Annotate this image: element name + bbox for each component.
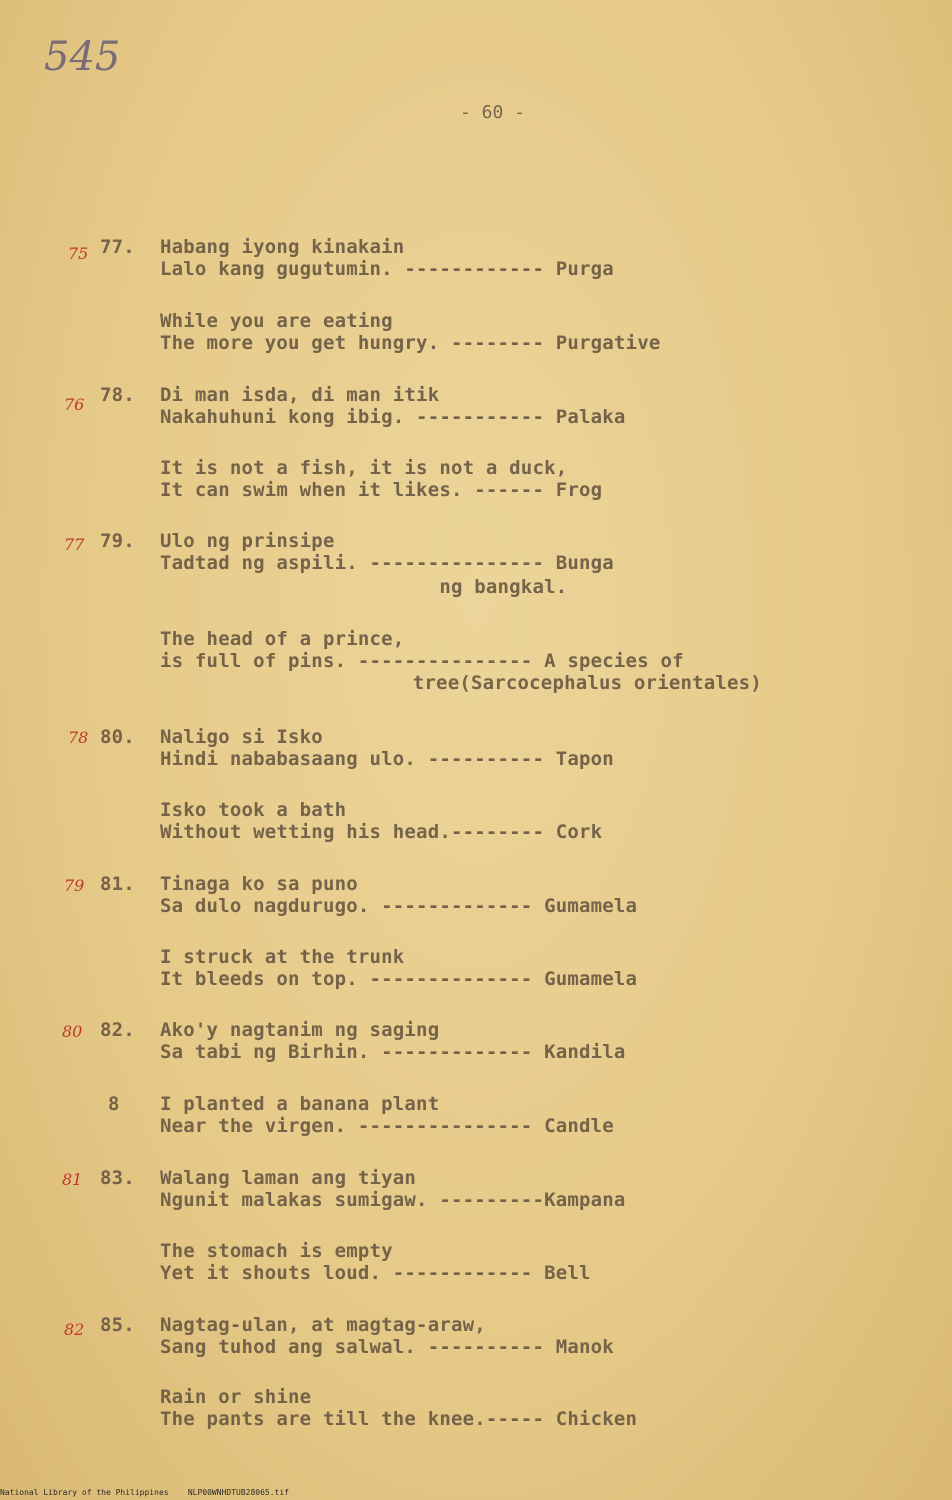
riddle-line: Ngunit malakas sumigaw. ---------Kampana — [160, 1189, 626, 1211]
riddle-line: Ako'y nagtanim ng saging — [160, 1019, 440, 1041]
translation-line: Near the virgen. --------------- Candle — [160, 1115, 614, 1137]
riddle-number: 83. — [100, 1167, 135, 1189]
translation-line: I planted a banana plant — [160, 1093, 440, 1115]
translation-line: Without wetting his head.-------- Cork — [160, 821, 603, 843]
riddle-line: Walang laman ang tiyan — [160, 1167, 417, 1189]
riddle-line: Tadtad ng aspili. --------------- Bunga — [160, 552, 614, 574]
riddle-number: 85. — [100, 1314, 135, 1336]
translation-line: Rain or shine — [160, 1386, 312, 1408]
archive-footer: National Library of the Philippines NLP00WNHDTUB28065.tif — [0, 1488, 289, 1497]
translation-line: Isko took a bath — [160, 799, 347, 821]
translation-line: Yet it shouts loud. ------------ Bell — [160, 1262, 591, 1284]
riddle-number: 79. — [100, 530, 135, 552]
translation-line: The stomach is empty — [160, 1240, 393, 1262]
translation-line: tree(Sarcocephalus orientales) — [180, 672, 762, 694]
translation-line: It is not a fish, it is not a duck, — [160, 457, 568, 479]
translation-line: It can swim when it likes. ------ Frog — [160, 479, 603, 501]
margin-number: 78 — [68, 728, 89, 747]
translation-line: The head of a prince, — [160, 628, 405, 650]
riddle-number: 81. — [100, 873, 135, 895]
riddle-number: 78. — [100, 384, 135, 406]
translation-line: The pants are till the knee.----- Chicken — [160, 1408, 638, 1430]
margin-number: 79 — [64, 876, 85, 895]
riddle-line: Habang iyong kinakain — [160, 236, 405, 258]
riddle-number: 77. — [100, 236, 135, 258]
riddle-line: Lalo kang gugutumin. ------------ Purga — [160, 258, 614, 280]
margin-number: 75 — [68, 244, 89, 263]
margin-number: 77 — [64, 535, 85, 554]
riddle-line: ng bangkal. — [160, 576, 568, 598]
translation-line: It bleeds on top. -------------- Gumamela — [160, 968, 638, 990]
translation-line: is full of pins. --------------- A species of — [160, 650, 684, 672]
margin-number: 76 — [64, 395, 85, 414]
riddle-number: 82. — [100, 1019, 135, 1041]
margin-number: 82 — [64, 1320, 85, 1339]
riddle-line: Sang tuhod ang salwal. ---------- Manok — [160, 1336, 614, 1358]
page-number: - 60 - — [460, 102, 526, 123]
translation-line: The more you get hungry. -------- Purgative — [160, 332, 661, 354]
riddle-line: Hindi nababasaang ulo. ---------- Tapon — [160, 748, 614, 770]
riddle-line: Nagtag-ulan, at magtag-araw, — [160, 1314, 486, 1336]
riddle-line: Ulo ng prinsipe — [160, 530, 335, 552]
translation-line: While you are eating — [160, 310, 393, 332]
riddle-line: Sa dulo nagdurugo. ------------- Gumamela — [160, 895, 638, 917]
folio-number: 545 — [44, 34, 121, 80]
riddle-line: Naligo si Isko — [160, 726, 323, 748]
translation-line: I struck at the trunk — [160, 946, 405, 968]
riddle-line: Sa tabi ng Birhin. ------------- Kandila — [160, 1041, 626, 1063]
riddle-line: Tinaga ko sa puno — [160, 873, 358, 895]
riddle-line: Nakahuhuni kong ibig. ----------- Palaka — [160, 406, 626, 428]
margin-number: 80 — [62, 1022, 83, 1041]
riddle-number: 8 — [108, 1093, 120, 1115]
riddle-number: 80. — [100, 726, 135, 748]
riddle-line: Di man isda, di man itik — [160, 384, 440, 406]
margin-number: 81 — [62, 1170, 83, 1189]
